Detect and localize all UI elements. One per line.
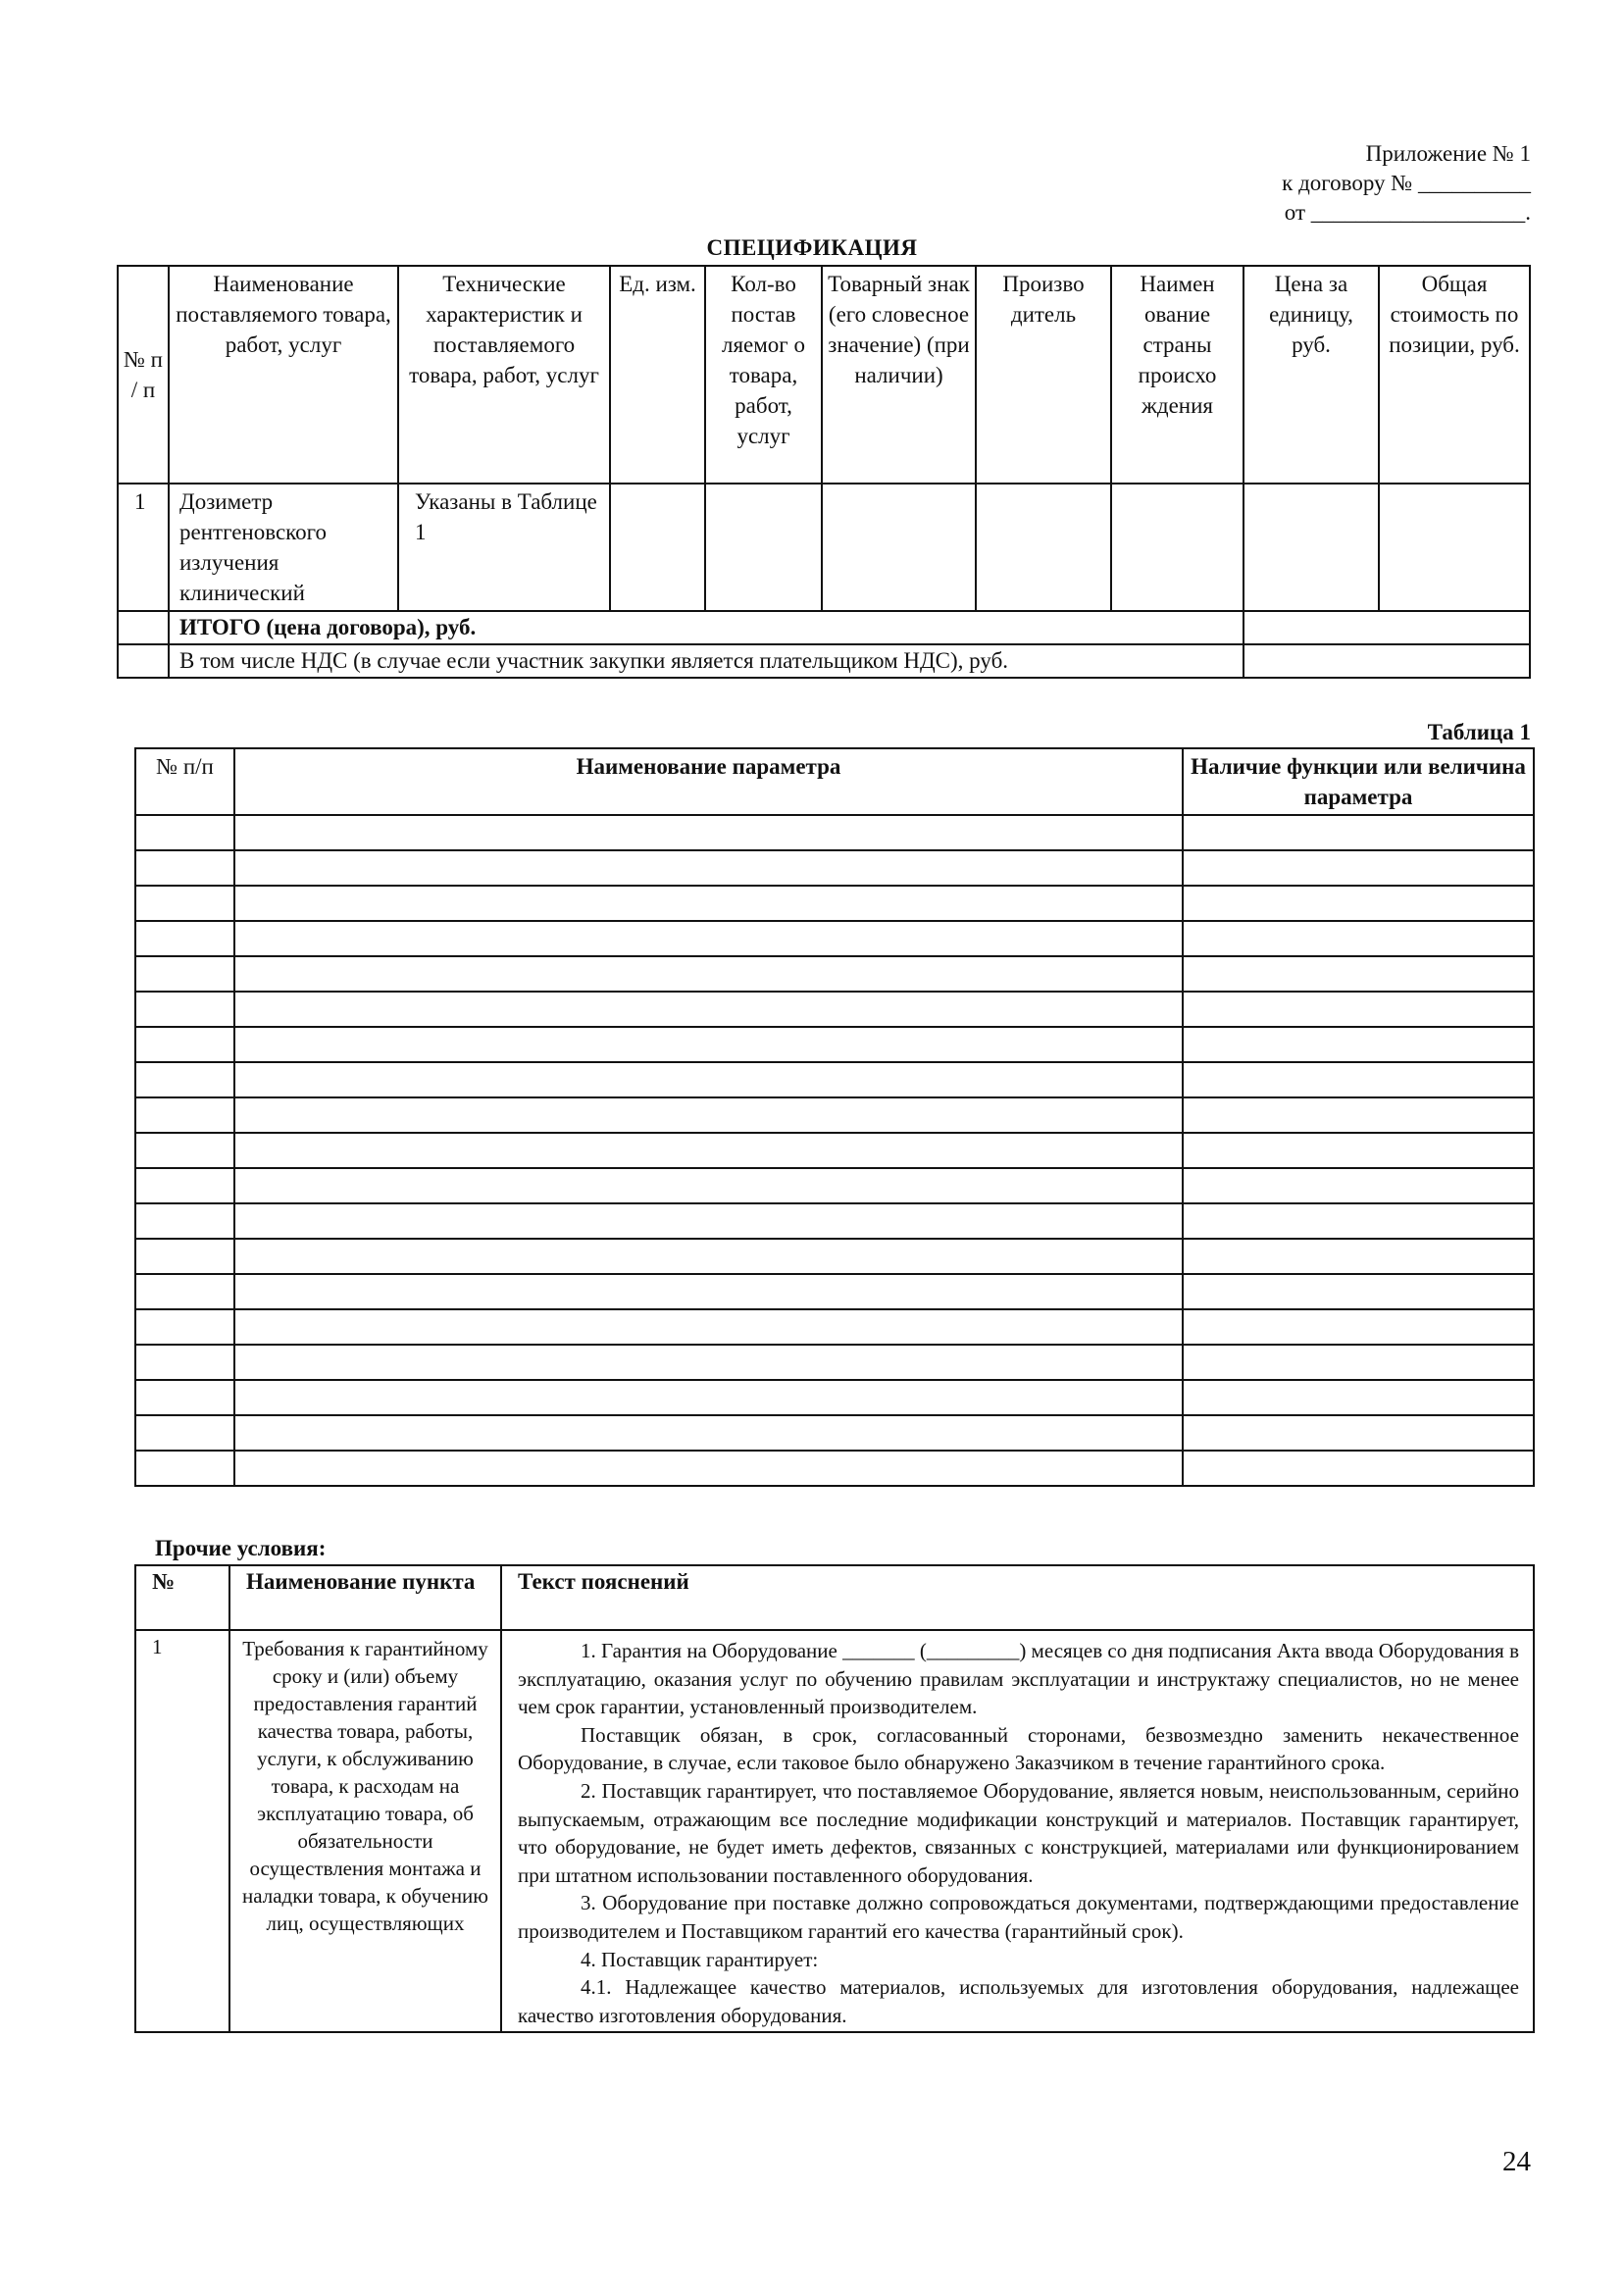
spec-header-row bbox=[118, 266, 1530, 484]
parameter-row bbox=[135, 1415, 1534, 1451]
param-num-cell bbox=[135, 1415, 234, 1451]
param-num-cell bbox=[135, 1239, 234, 1274]
appendix-line: Приложение № 1 bbox=[1365, 141, 1531, 166]
param-name-cell bbox=[234, 1097, 1183, 1133]
item-total-cost bbox=[1379, 484, 1530, 611]
parameter-row bbox=[135, 1380, 1534, 1415]
col-header-characteristics: Технические характеристик и поставляемого товара, работ, услуг bbox=[398, 266, 610, 484]
paragraph: 4. Поставщик гарантирует: bbox=[581, 1947, 819, 1971]
param-col-num: № п/п bbox=[135, 748, 234, 815]
param-num-cell bbox=[135, 1274, 234, 1309]
param-name-cell bbox=[234, 1345, 1183, 1380]
param-name-cell bbox=[234, 1451, 1183, 1486]
param-name-cell bbox=[234, 1239, 1183, 1274]
parameter-row bbox=[135, 1168, 1534, 1203]
param-num-cell bbox=[135, 956, 234, 992]
spec-total-row bbox=[118, 611, 1530, 644]
item-unit bbox=[610, 484, 705, 611]
param-value-cell bbox=[1183, 1309, 1534, 1345]
item-name: Дозиметр рентгеновского излучения клинический bbox=[169, 484, 398, 611]
param-name-cell bbox=[234, 1274, 1183, 1309]
specification-table bbox=[117, 265, 1531, 679]
total-num-cell bbox=[118, 611, 169, 644]
table1-caption: Таблица 1 bbox=[1427, 720, 1531, 744]
param-value-cell bbox=[1183, 1274, 1534, 1309]
param-name-cell bbox=[234, 1309, 1183, 1345]
paragraph: Поставщик обязан, в срок, согласованный сторонами, безвозмездно заменить некачественное Оборудование, в случае, если таковое было обнаружено Заказчиком в течение гарантийного срока. bbox=[518, 1722, 1519, 1775]
parameter-row bbox=[135, 1133, 1534, 1168]
col-header-country: Наимен ование страны происхо ждения bbox=[1111, 266, 1243, 484]
param-value-cell bbox=[1183, 886, 1534, 921]
param-value-cell bbox=[1183, 1097, 1534, 1133]
param-name-cell bbox=[234, 1062, 1183, 1097]
param-value-cell bbox=[1183, 921, 1534, 956]
paragraph: 4.1. Надлежащее качество материалов, используемых для изготовления оборудования, надлежащее качество изготовления оборудования. bbox=[518, 1975, 1519, 2027]
param-num-cell bbox=[135, 1062, 234, 1097]
param-num-cell bbox=[135, 1309, 234, 1345]
param-value-cell bbox=[1183, 1380, 1534, 1415]
other-conditions-table bbox=[134, 1564, 1535, 2033]
param-num-cell bbox=[135, 1345, 234, 1380]
param-value-cell bbox=[1183, 992, 1534, 1027]
col-header-quantity: Кол-во постав ляемог о товара, работ, услуг bbox=[705, 266, 822, 484]
col-header-unit: Ед. изм. bbox=[610, 266, 705, 484]
item-quantity bbox=[705, 484, 822, 611]
param-num-cell bbox=[135, 815, 234, 850]
param-name-cell bbox=[234, 992, 1183, 1027]
param-num-cell bbox=[135, 1133, 234, 1168]
item-manufacturer bbox=[976, 484, 1111, 611]
item-trademark bbox=[822, 484, 976, 611]
param-num-cell bbox=[135, 1451, 234, 1486]
col-header-manufacturer: Произво дитель bbox=[976, 266, 1111, 484]
other-item-name: Требования к гарантийному сроку и (или) объему предоставления гарантий качества товара, работы, услуги, к обслуживанию товара, к расходам на эксплуатацию товара, об обязательности осуществления монтажа и наладки товара, к обучению лиц, осуществляющих bbox=[229, 1630, 501, 2032]
parameter-row bbox=[135, 1027, 1534, 1062]
parameter-row bbox=[135, 992, 1534, 1027]
other-header-row bbox=[135, 1565, 1534, 1630]
other-conditions-caption: Прочие условия: bbox=[155, 1536, 327, 1560]
param-num-cell bbox=[135, 850, 234, 886]
other-item-num: 1 bbox=[135, 1630, 229, 2032]
param-num-cell bbox=[135, 921, 234, 956]
col-header-num: № п / п bbox=[118, 266, 169, 484]
param-value-cell bbox=[1183, 1239, 1534, 1274]
item-unit-price bbox=[1243, 484, 1379, 611]
col-header-total-cost: Общая стоимость по позиции, руб. bbox=[1379, 266, 1530, 484]
parameter-row bbox=[135, 1345, 1534, 1380]
paragraph: 2. Поставщик гарантирует, что поставляемое Оборудование, является новым, неиспользованным, серийно выпускаемым, отражающим все последние модификации конструкций и материалов. Поставщик гарантирует, что оборудование, не будет иметь дефектов, связанных с конструкцией, материалами или функционированием при штатном использовании поставленного оборудования. bbox=[518, 1778, 1519, 1887]
total-label: ИТОГО (цена договора), руб. bbox=[169, 611, 1243, 644]
other-col-text: Текст пояснений bbox=[501, 1565, 1534, 1630]
param-name-cell bbox=[234, 886, 1183, 921]
parameter-row bbox=[135, 1203, 1534, 1239]
parameter-row bbox=[135, 1062, 1534, 1097]
param-name-cell bbox=[234, 1027, 1183, 1062]
contract-date-line: от ___________________. bbox=[1284, 200, 1531, 225]
param-num-cell bbox=[135, 1380, 234, 1415]
parameter-row bbox=[135, 1097, 1534, 1133]
param-num-cell bbox=[135, 1168, 234, 1203]
param-name-cell bbox=[234, 815, 1183, 850]
parameter-row bbox=[135, 921, 1534, 956]
parameter-row bbox=[135, 815, 1534, 850]
param-value-cell bbox=[1183, 815, 1534, 850]
param-num-cell bbox=[135, 992, 234, 1027]
param-value-cell bbox=[1183, 1451, 1534, 1486]
item-num: 1 bbox=[118, 484, 169, 611]
parameter-row bbox=[135, 1239, 1534, 1274]
vat-label: В том числе НДС (в случае если участник закупки является плательщиком НДС), руб. bbox=[169, 644, 1243, 678]
contract-number-line: к договору № __________ bbox=[1282, 171, 1531, 195]
parameters-header-row bbox=[135, 748, 1534, 815]
param-num-cell bbox=[135, 886, 234, 921]
param-num-cell bbox=[135, 1097, 234, 1133]
item-country bbox=[1111, 484, 1243, 611]
param-value-cell bbox=[1183, 1415, 1534, 1451]
param-name-cell bbox=[234, 921, 1183, 956]
parameter-row bbox=[135, 1451, 1534, 1486]
param-name-cell bbox=[234, 956, 1183, 992]
col-header-name: Наименование поставляемого товара, работ, услуг bbox=[169, 266, 398, 484]
vat-value bbox=[1243, 644, 1530, 678]
vat-num-cell bbox=[118, 644, 169, 678]
param-name-cell bbox=[234, 1133, 1183, 1168]
param-num-cell bbox=[135, 1027, 234, 1062]
spec-vat-row bbox=[118, 644, 1530, 678]
col-header-trademark: Товарный знак (его словесное значение) (при наличии) bbox=[822, 266, 976, 484]
other-item-row bbox=[135, 1630, 1534, 2032]
spec-item-row bbox=[118, 484, 1530, 611]
param-value-cell bbox=[1183, 1027, 1534, 1062]
param-value-cell bbox=[1183, 1168, 1534, 1203]
param-value-cell bbox=[1183, 850, 1534, 886]
page-number: 24 bbox=[1502, 2146, 1531, 2177]
appendix-header bbox=[1282, 139, 1531, 228]
paragraph: 3. Оборудование при поставке должно сопровождаться документами, подтверждающими предоставление производителем и Поставщиком гарантий его качества (гарантийный срок). bbox=[518, 1891, 1519, 1943]
param-name-cell bbox=[234, 1203, 1183, 1239]
parameters-table bbox=[134, 747, 1535, 1487]
param-value-cell bbox=[1183, 1062, 1534, 1097]
col-header-unit-price: Цена за единицу, руб. bbox=[1243, 266, 1379, 484]
other-item-text bbox=[501, 1630, 1534, 2032]
other-col-num: № bbox=[135, 1565, 229, 1630]
item-characteristics: Указаны в Таблице 1 bbox=[398, 484, 610, 611]
parameter-row bbox=[135, 956, 1534, 992]
param-name-cell bbox=[234, 1168, 1183, 1203]
param-col-value: Наличие функции или величина параметра bbox=[1183, 748, 1534, 815]
param-name-cell bbox=[234, 1380, 1183, 1415]
parameters-body bbox=[135, 815, 1534, 1486]
param-name-cell bbox=[234, 1415, 1183, 1451]
parameter-row bbox=[135, 850, 1534, 886]
param-num-cell bbox=[135, 1203, 234, 1239]
param-value-cell bbox=[1183, 956, 1534, 992]
parameter-row bbox=[135, 1309, 1534, 1345]
spec-title: СПЕЦИФИКАЦИЯ bbox=[706, 235, 918, 260]
paragraph: 1. Гарантия на Оборудование _______ (_________) месяцев со дня подписания Акта ввода Оборудования в эксплуатацию, оказания услуг по обучению правилам эксплуатации и инструктажу специалистов, но не менее чем срок гарантии, установленный производителем. bbox=[518, 1639, 1520, 1719]
total-value bbox=[1243, 611, 1530, 644]
param-col-name: Наименование параметра bbox=[234, 748, 1183, 815]
param-name-cell bbox=[234, 850, 1183, 886]
other-col-name: Наименование пункта bbox=[229, 1565, 501, 1630]
param-value-cell bbox=[1183, 1133, 1534, 1168]
parameter-row bbox=[135, 886, 1534, 921]
param-value-cell bbox=[1183, 1345, 1534, 1380]
parameter-row bbox=[135, 1274, 1534, 1309]
param-value-cell bbox=[1183, 1203, 1534, 1239]
